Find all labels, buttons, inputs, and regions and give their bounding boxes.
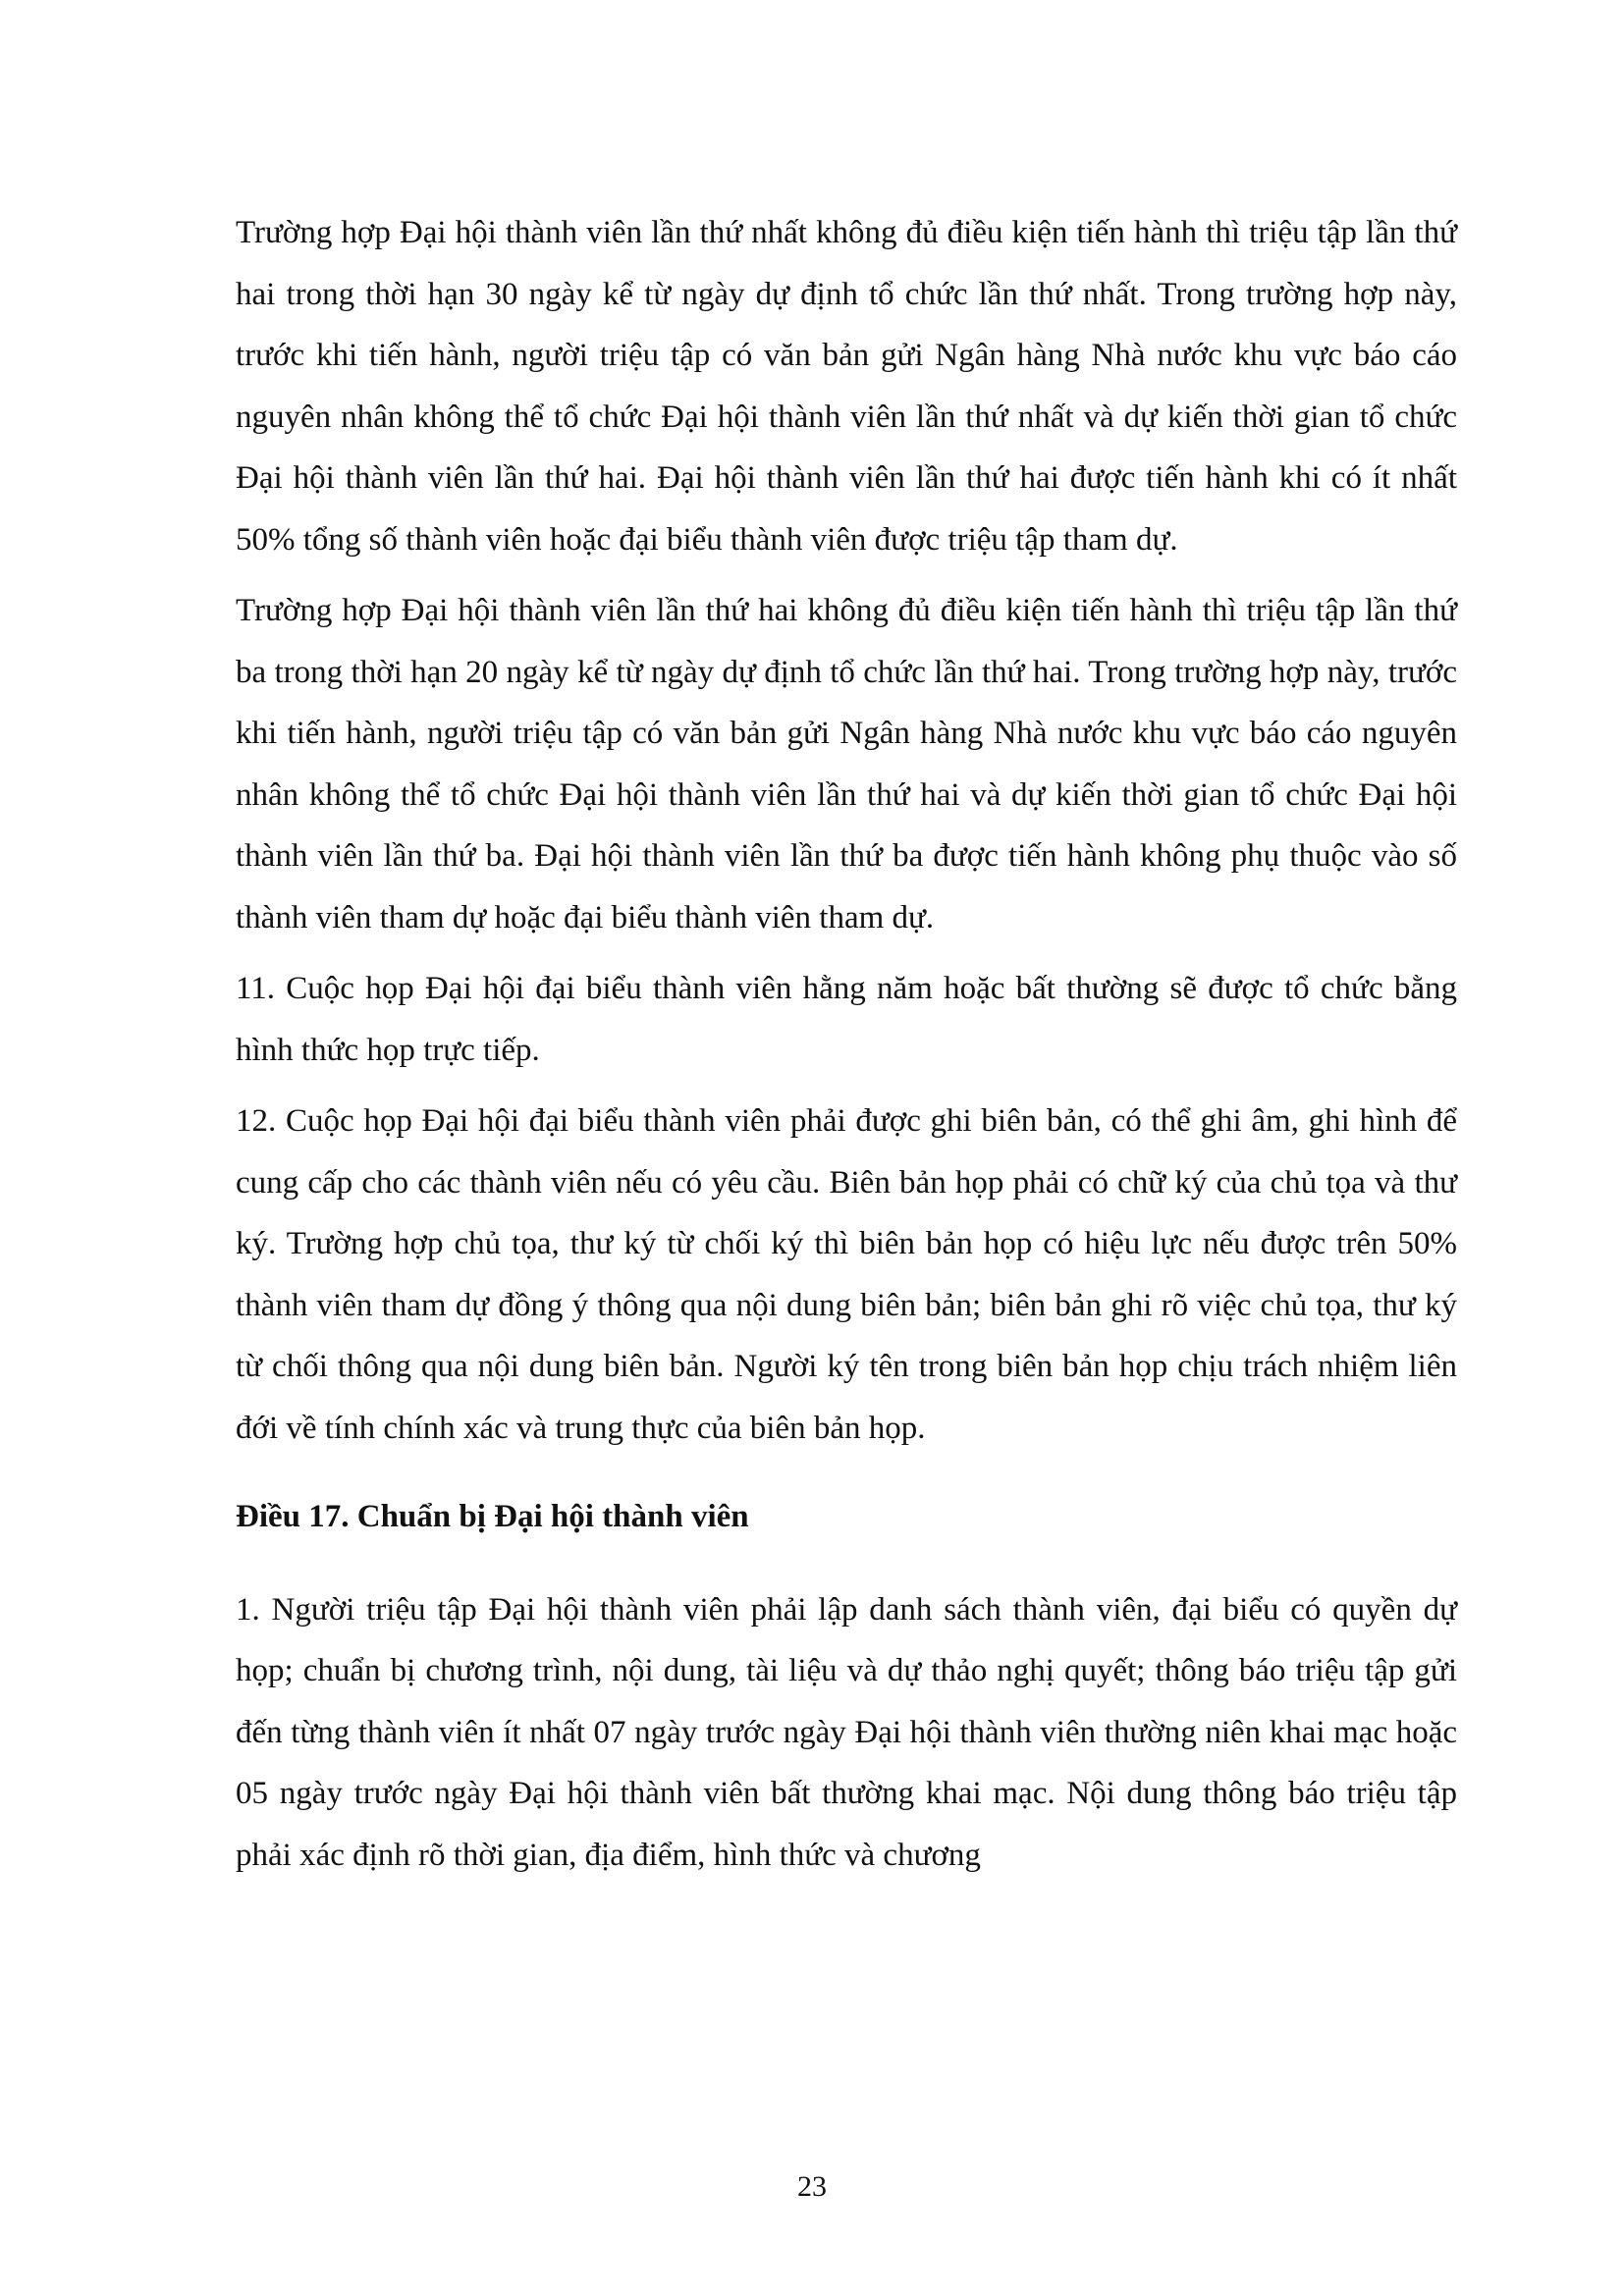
page-number: 23 — [797, 2170, 827, 2203]
paragraph-second-meeting-failure: Trường hợp Đại hội thành viên lần thứ hai không đủ điều kiện tiến hành thì triệu tập lần thứ ba trong thời hạn 20 ngày kể từ ngày dự định tổ chức lần thứ hai. Trong trường hợp này, trước khi tiến hành, người triệu tập có văn bản gửi Ngân hàng Nhà nước khu vực báo cáo nguyên nhân không thể tổ chức Đại hội thành viên lần thứ hai và dự kiến thời gian tổ chức Đại hội thành viên lần thứ ba. Đại hội thành viên lần thứ ba được tiến hành không phụ thuộc vào số thành viên tham dự hoặc đại biểu thành viên tham dự. — [236, 593, 1457, 935]
paragraph-clause-12: 12. Cuộc họp Đại hội đại biểu thành viên phải được ghi biên bản, có thể ghi âm, ghi hình để cung cấp cho các thành viên nếu có yêu cầu. Biên bản họp phải có chữ ký của chủ tọa và thư ký. Trường hợp chủ tọa, thư ký từ chối ký thì biên bản họp có hiệu lực nếu được trên 50% thành viên tham dự đồng ý thông qua nội dung biên bản; biên bản ghi rõ việc chủ tọa, thư ký từ chối thông qua nội dung biên bản. Người ký tên trong biên bản họp chịu trách nhiệm liên đới về tính chính xác và trung thực của biên bản họp. — [236, 1103, 1457, 1446]
article-heading: Điều 17. Chuẩn bị Đại hội thành viên — [236, 1499, 749, 1534]
paragraph-article-17-clause-1: 1. Người triệu tập Đại hội thành viên phải lập danh sách thành viên, đại biểu có quyền dự họp; chuẩn bị chương trình, nội dung, tài liệu và dự thảo nghị quyết; thông báo triệu tập gửi đến từng thành viên ít nhất 07 ngày trước ngày Đại hội thành viên thường niên khai mạc hoặc 05 ngày trước ngày Đại hội thành viên bất thường khai mạc. Nội dung thông báo triệu tập phải xác định rõ thời gian, địa điểm, hình thức và chương — [236, 1591, 1457, 1873]
paragraph-first-meeting-failure: Trường hợp Đại hội thành viên lần thứ nhất không đủ điều kiện tiến hành thì triệu tập lần thứ hai trong thời hạn 30 ngày kể từ ngày dự định tổ chức lần thứ nhất. Trong trường hợp này, trước khi tiến hành, người triệu tập có văn bản gửi Ngân hàng Nhà nước khu vực báo cáo nguyên nhân không thể tổ chức Đại hội thành viên lần thứ nhất và dự kiến thời gian tổ chức Đại hội thành viên lần thứ hai. Đại hội thành viên lần thứ hai được tiến hành khi có ít nhất 50% tổng số thành viên hoặc đại biểu thành viên được triệu tập tham dự. — [236, 215, 1457, 558]
page-body — [236, 202, 1457, 1896]
paragraph-clause-11: 11. Cuộc họp Đại hội đại biểu thành viên hằng năm hoặc bất thường sẽ được tổ chức bằng hình thức họp trực tiếp. — [236, 971, 1457, 1068]
